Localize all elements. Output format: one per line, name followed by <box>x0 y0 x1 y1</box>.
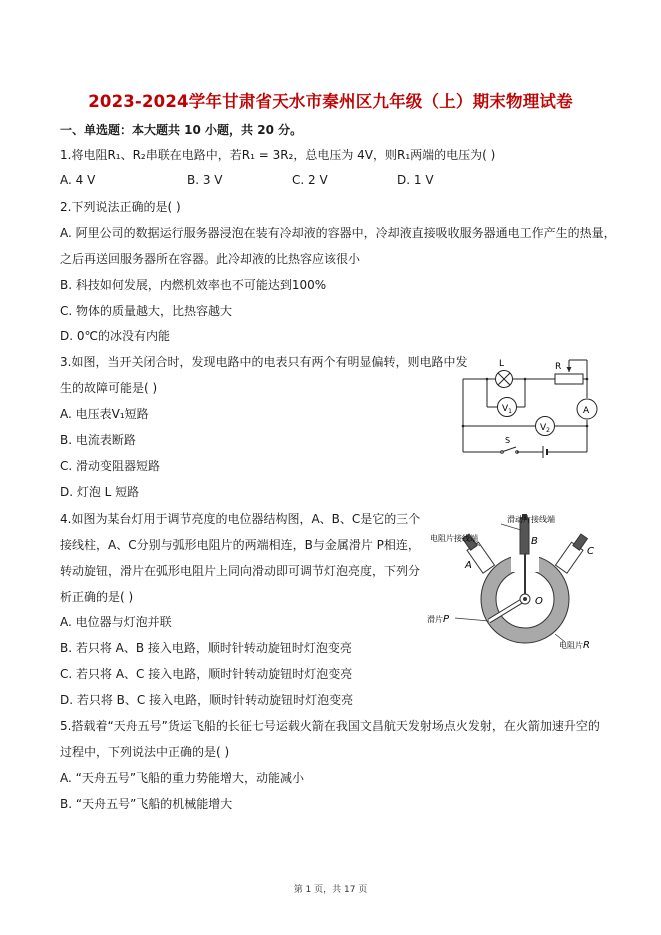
q4-label-resistor-terminal: 电阻片接线端 <box>430 534 478 543</box>
q4-label-a: A <box>465 560 472 571</box>
q4-label-resistor: 电阻片R <box>559 640 590 651</box>
q3-label-v2: $V_2$ <box>540 423 550 434</box>
q3-option-a: A. 电压表V₁短路 <box>60 407 149 421</box>
q5-option-b: B. “天舟五号”飞船的机械能增大 <box>60 797 233 811</box>
q4-label-c: C <box>587 546 594 557</box>
q2-option-c: C. 物体的质量越大，比热容越大 <box>60 304 233 318</box>
q4-potentiometer-diagram <box>425 510 615 658</box>
page-title: 2023-2024学年甘肃省天水市秦州区九年级（上）期末物理试卷 <box>88 92 573 111</box>
q4-stem-line2: 接线柱，A、C分别与弧形电阻片的两端相连，B与金属滑片 P相连， <box>60 538 420 552</box>
q3-label-rheostat: R <box>555 362 562 372</box>
q4-option-d: D. 若只将 B、C 接入电路，顺时针转动旋钮时灯泡变亮 <box>60 693 354 707</box>
q4-label-o: O <box>535 596 543 607</box>
q3-stem-line1: 3.如图，当开关闭合时，发现电路中的电表只有两个有明显偏转，则电路中发 <box>60 355 468 369</box>
q4-label-slider-terminal: 滑动片接线端 <box>507 515 555 524</box>
q5-option-a: A. “天舟五号”飞船的重力势能增大，动能减小 <box>60 771 305 785</box>
q3-label-v1: $V_1$ <box>502 404 512 415</box>
q2-stem: 2.下列说法正确的是( ) <box>60 200 181 214</box>
q2-option-a-line2: 之后再送回服务器所在容器。此冷却液的比热容应该很小 <box>60 252 361 266</box>
q4-stem-line4: 析正确的是( ) <box>60 590 134 604</box>
q1-option-c: C. 2 V <box>292 173 328 187</box>
q4-label-b: B <box>531 536 538 547</box>
q2-option-a-line1: A. 阿里公司的数据运行服务器浸泡在装有冷却液的容器中，冷却液直接吸收服务器通电工作产生的热量， <box>60 226 616 240</box>
page-footer: 第 1 页，共 17 页 <box>293 885 368 895</box>
q3-label-lamp: L <box>499 359 505 369</box>
q3-circuit-diagram <box>455 352 605 464</box>
q3-option-b: B. 电流表断路 <box>60 433 136 447</box>
q4-stem-line1: 4.如图为某台灯用于调节亮度的电位器结构图，A、B、C是它的三个 <box>60 512 421 526</box>
q3-option-d: D. 灯泡 L 短路 <box>60 485 140 499</box>
q2-option-b: B. 科技如何发展，内燃机效率也不可能达到100% <box>60 278 327 292</box>
q3-option-c: C. 滑动变阻器短路 <box>60 459 161 473</box>
q1-option-d: D. 1 V <box>397 173 434 187</box>
q1-option-a: A. 4 V <box>60 173 96 187</box>
q4-option-c: C. 若只将 A、C 接入电路，顺时针转动旋钮时灯泡变亮 <box>60 667 353 681</box>
q3-label-switch: S <box>505 436 511 445</box>
q5-stem-line1: 5.搭载着“天舟五号”货运飞船的长征七号运载火箭在我国文昌航天发射场点火发射，在火箭加速升空的 <box>60 719 600 733</box>
q4-option-a: A. 电位器与灯泡并联 <box>60 615 172 629</box>
q4-option-b: B. 若只将 A、B 接入电路，顺时针转动旋钮时灯泡变亮 <box>60 641 352 655</box>
q3-label-ammeter: A <box>583 406 590 416</box>
q2-option-d: D. 0℃的冰没有内能 <box>60 329 170 343</box>
section-heading: 一、单选题：本大题共 10 小题，共 20 分。 <box>60 123 303 137</box>
q4-stem-line3: 转动旋钮，滑片在弧形电阻片上同向滑动即可调节灯泡亮度，下列分 <box>60 564 421 578</box>
q5-stem-line2: 过程中，下列说法中正确的是( ) <box>60 745 230 759</box>
q1-option-b: B. 3 V <box>187 173 223 187</box>
q3-stem-line2: 生的故障可能是( ) <box>60 381 158 395</box>
q1-stem: 1.将电阻R₁、R₂串联在电路中，若R₁ = 3R₂，总电压为 4V，则R₁两端的电压为( ) <box>60 148 496 162</box>
q4-label-slider: 滑片P <box>427 614 450 625</box>
